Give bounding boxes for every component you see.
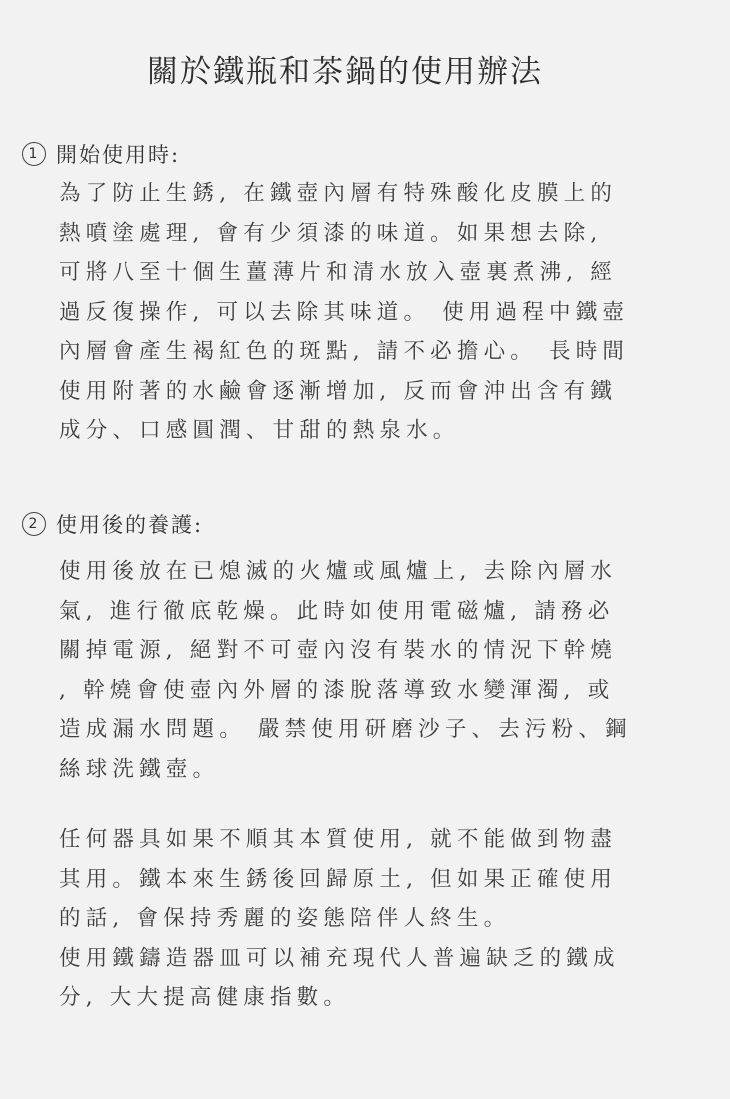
text-line: 成分、口感圓潤、甘甜的熱泉水。 [59, 418, 460, 443]
circled-number-1: 1 [22, 142, 46, 166]
text-line: 氣, 進行徹底乾燥。此時如使用電磁爐, 請務必 [59, 598, 615, 624]
text-line: 關掉電源, 絕對不可壺內沒有裝水的情況下幹燒 [59, 638, 618, 663]
text-line: 任何器具如果不順其本質使用, 就不能做到物盡 [59, 827, 618, 852]
text-line: 過反復操作, 可以去除其味道。 使用過程中鐵壺 [59, 299, 630, 325]
section-1-title: 開始使用時: [56, 143, 181, 167]
text-line: 可將八至十個生薑薄片和清水放入壺裏煮沸, 經 [59, 260, 618, 285]
closing-body [59, 820, 645, 1018]
section-2-title: 使用後的養護: [56, 513, 204, 537]
page-title: 關於鐵瓶和茶鍋的使用辦法 [147, 54, 543, 90]
text-line: 絲球洗鐵壺。 [59, 756, 220, 782]
text-line: 使用附著的水鹼會逐漸增加, 反而會沖出含有鐵 [59, 378, 618, 404]
section-1-heading [22, 139, 180, 169]
text-line: 造成漏水問題。 嚴禁使用研磨沙子、去污粉、鋼 [59, 717, 632, 742]
circled-number-2: 2 [22, 512, 46, 536]
section-2-body [59, 552, 645, 789]
text-line: 使用後放在已熄滅的火爐或風爐上, 去除內層水 [59, 559, 618, 584]
text-line: 使用鐵鑄造器皿可以補充現代人普遍缺乏的鐵成 [59, 945, 620, 971]
text-line: , 幹燒會使壺內外層的漆脫落導致水變渾濁, 或 [59, 677, 615, 703]
section-2-heading [22, 509, 203, 539]
text-line: 的話, 會保持秀麗的姿態陪伴人終生。 [59, 906, 511, 931]
text-line: 其用。鐵本來生銹後回歸原土, 但如果正確使用 [59, 866, 618, 892]
text-line: 為了防止生銹, 在鐵壺內層有特殊酸化皮膜上的 [59, 181, 618, 206]
section-1-body [59, 174, 645, 451]
text-line: 內層會產生褐紅色的斑點, 請不必擔心。 長時間 [59, 339, 630, 364]
text-line: 分, 大大提高健康指數。 [59, 985, 351, 1010]
text-line: 熱噴塗處理, 會有少須漆的味道。如果想去除, [59, 220, 603, 246]
